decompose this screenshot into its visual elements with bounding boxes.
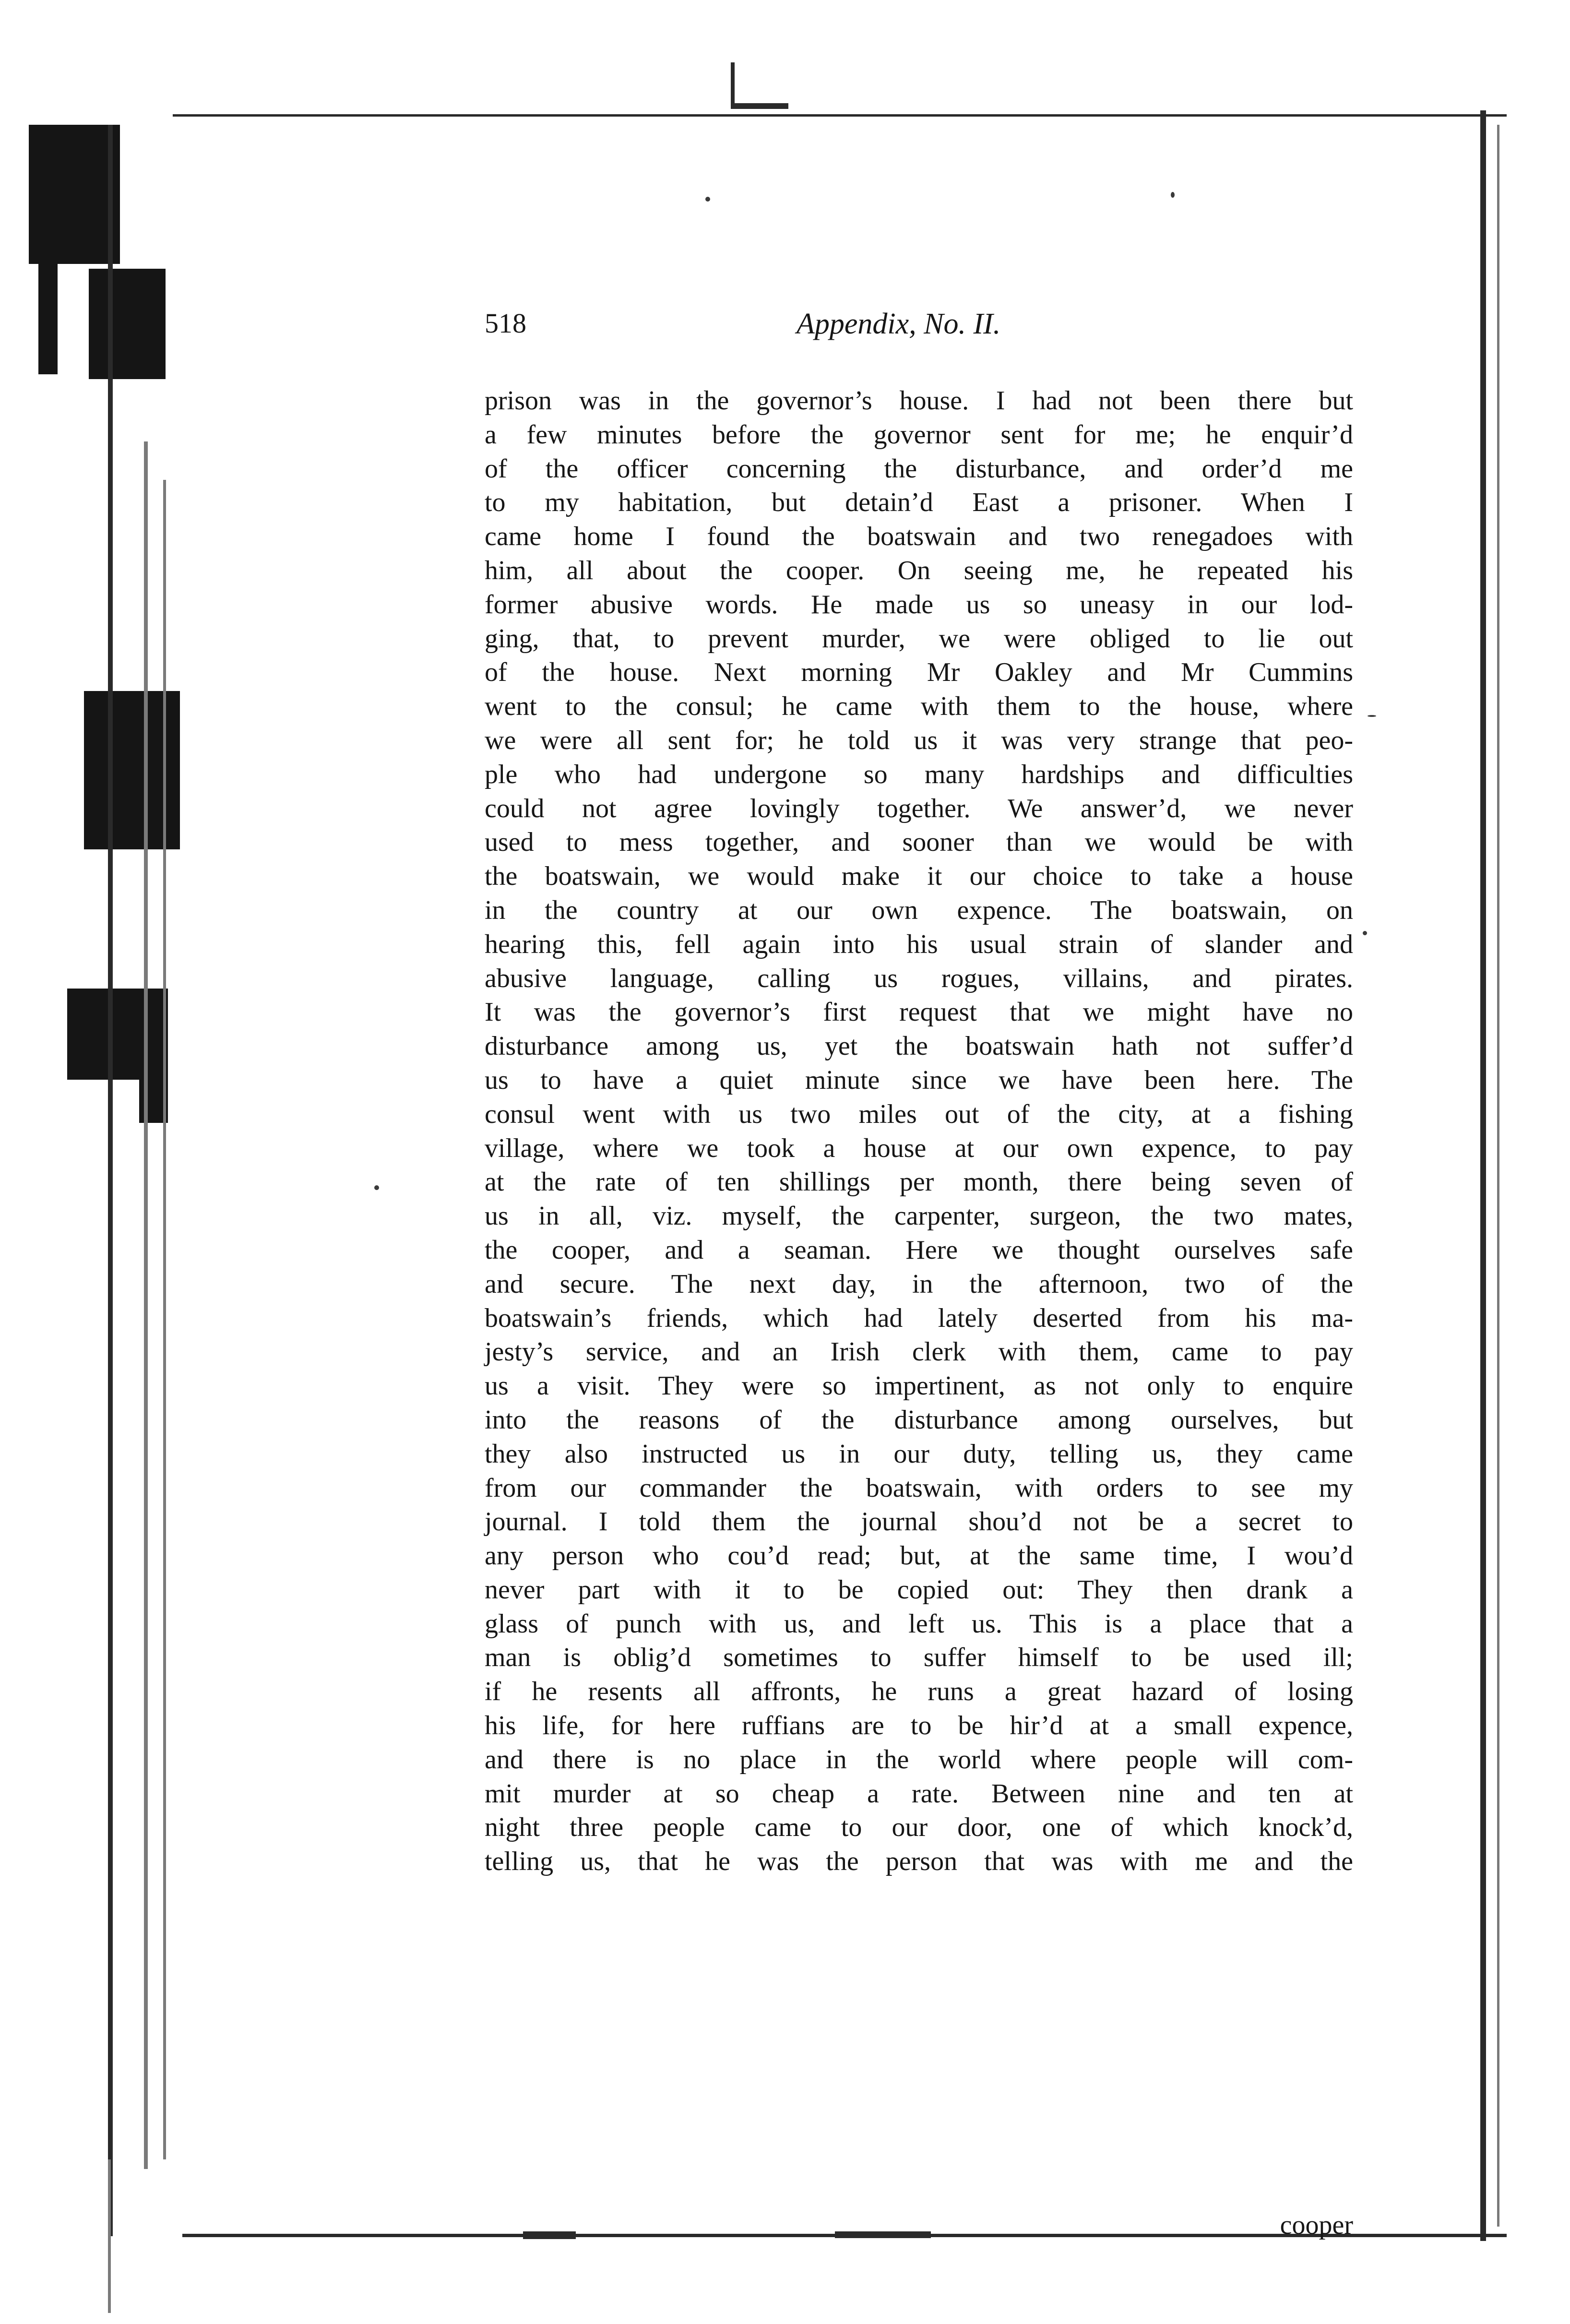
body-text (485, 384, 1353, 1879)
scan-top-mark (731, 103, 788, 109)
text-line: if he resents all affronts, he runs a great hazard of losing (485, 1677, 1353, 1707)
scan-speck (374, 1185, 379, 1190)
text-line: to my habitation, but detain’d East a prisoner. When I (485, 488, 1353, 518)
catchword: cooper (1280, 2210, 1353, 2240)
text-line: any person who cou’d read; but, at the same time, I wou’d (485, 1541, 1353, 1571)
text-line: us a visit. They were so impertinent, as not only to enquire (485, 1371, 1353, 1401)
text-line: him, all about the cooper. On seeing me, he repeated his (485, 555, 1353, 585)
text-line: went to the consul; he came with them to the house, where (485, 691, 1353, 722)
text-line: glass of punch with us, and left us. This is a place that a (485, 1609, 1353, 1639)
running-head (485, 307, 1353, 360)
page-number: 518 (485, 308, 526, 339)
text-line: us in all, viz. myself, the carpenter, surgeon, the two mates, (485, 1201, 1353, 1231)
text-line: abusive language, calling us rogues, villains, and pirates. (485, 963, 1353, 993)
scan-speck (705, 197, 710, 202)
text-line: hearing this, fell again into his usual strain of slander and (485, 929, 1353, 959)
text-line: us to have a quiet minute since we have been here. The (485, 1065, 1353, 1095)
text-line: ging, that, to prevent murder, we were obliged to lie out (485, 623, 1353, 654)
text-line: the boatswain, we would make it our choice to take a house (485, 861, 1353, 892)
text-line: disturbance among us, yet the boatswain hath not suffer’d (485, 1031, 1353, 1061)
text-line: from our commander the boatswain, with orders to see my (485, 1473, 1353, 1503)
text-line: consul went with us two miles out of the city, at a fishing (485, 1099, 1353, 1129)
text-line: former abusive words. He made us so uneasy in our lod- (485, 589, 1353, 620)
text-line: telling us, that he was the person that was with me and the (485, 1847, 1353, 1877)
scan-gutter-line (144, 441, 148, 2169)
text-line: jesty’s service, and an Irish clerk with them, came to pay (485, 1337, 1353, 1367)
text-line: of the officer concerning the disturbance, and order’d me (485, 453, 1353, 484)
scan-gutter-shadow (38, 134, 58, 374)
text-line: used to mess together, and sooner than we would be with (485, 827, 1353, 858)
scan-gutter-line (108, 2159, 111, 2313)
text-line: his life, for here ruffians are to be hir’d at a small expence, (485, 1711, 1353, 1741)
scan-speck (1171, 192, 1175, 198)
text-line: a few minutes before the governor sent for me; he enquir’d (485, 419, 1353, 450)
text-line: mit murder at so cheap a rate. Between nine and ten at (485, 1778, 1353, 1809)
text-line: in the country at our own expence. The boatswain, on (485, 895, 1353, 925)
text-line: man is oblig’d sometimes to suffer himself to be used ill; (485, 1643, 1353, 1673)
scan-gutter-line (108, 125, 113, 2236)
text-line: came home I found the boatswain and two renegadoes with (485, 522, 1353, 552)
text-line: night three people came to our door, one of which knock’d, (485, 1812, 1353, 1843)
text-line: prison was in the governor’s house. I had not been there but (485, 386, 1353, 416)
text-line: journal. I told them the journal shou’d not be a secret to (485, 1507, 1353, 1537)
text-line: It was the governor’s first request that we might have no (485, 997, 1353, 1027)
scan-top-mark (731, 62, 735, 108)
scan-gutter-line (163, 480, 166, 2159)
text-line: and there is no place in the world where people will com- (485, 1744, 1353, 1775)
scan-top-edge (173, 114, 1507, 117)
scan-speck (1363, 931, 1367, 935)
text-line: at the rate of ten shillings per month, there being seven of (485, 1167, 1353, 1197)
text-line: ple who had undergone so many hardships and difficulties (485, 759, 1353, 789)
scan-speck (1368, 715, 1376, 717)
scan-right-edge (1480, 110, 1486, 2241)
text-line: into the reasons of the disturbance among ourselves, but (485, 1405, 1353, 1435)
scan-right-edge-shadow (1497, 125, 1499, 2227)
text-line: village, where we took a house at our own expence, to pay (485, 1133, 1353, 1163)
text-line: could not agree lovingly together. We answer’d, we never (485, 793, 1353, 823)
running-title: Appendix, No. II. (797, 308, 1001, 340)
text-line: the cooper, and a seaman. Here we thought ourselves safe (485, 1235, 1353, 1265)
scan-gutter-shadow (89, 269, 166, 379)
text-line: they also instructed us in our duty, telling us, they came (485, 1439, 1353, 1469)
text-line: and secure. The next day, in the afternoon, two of the (485, 1269, 1353, 1299)
text-line: we were all sent for; he told us it was very strange that peo- (485, 725, 1353, 755)
text-line: never part with it to be copied out: They then drank a (485, 1574, 1353, 1605)
text-line: of the house. Next morning Mr Oakley and Mr Cummins (485, 657, 1353, 688)
text-line: boatswain’s friends, which had lately deserted from his ma- (485, 1303, 1353, 1333)
